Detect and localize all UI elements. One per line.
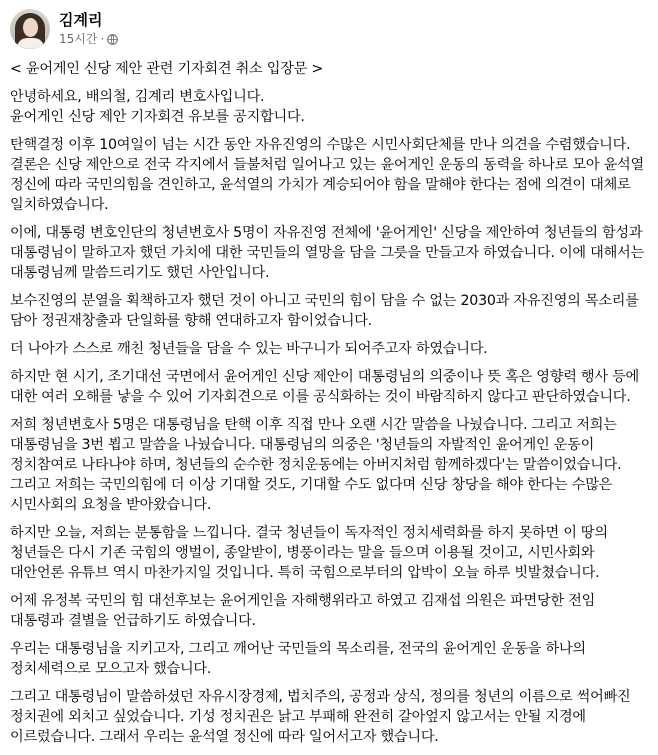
- post-paragraph: 우리는 대통령님을 지키고자, 그리고 깨어난 국민들의 목소리를, 전국의 윤어게인 운동을 하나의 정치세력으로 모으고자 했습니다.: [10, 641, 586, 677]
- post-title: < 윤어게인 신당 제안 관련 기자회견 취소 입장문 >: [10, 61, 324, 77]
- post-paragraph: 하지만 오늘, 저희는 분통함을 느낍니다. 결국 청년들이 독자적인 정치세력화를 하지 못하면 이 땅의 청년들은 다시 기존 국힘의 앵벌이, 종알받이, 병풍이라는 말을 들으며 이용될 것이고, 시민사회와 대안언론 유튜브 역시 마찬가지일 것입니다. 특히 국힘으로부터의 압박이 오늘 하루 빗발쳤습니다.: [10, 525, 608, 581]
- post-paragraph: 윤어게인 신당 제안 기자회견 유보를 공지합니다.: [10, 109, 305, 125]
- post-paragraph: 그리고 대통령님이 말씀하셨던 자유시장경제, 법치주의, 공정과 상식, 정의를 청년의 이름으로 썩어빠진 정치권에 외치고 싶었습니다. 기성 정치권은 낡고 부패해 완전히 갈아엎지 않고서는 안될 지경에 이르렀습니다. 그래서 우리는 윤석열 정신에 따라 일어서고자 했습니다.: [10, 689, 631, 745]
- post-subline: [59, 31, 118, 47]
- post-timestamp[interactable]: 15시간: [59, 32, 98, 46]
- post-header: [10, 7, 118, 51]
- post-meta: [59, 11, 118, 47]
- avatar[interactable]: [10, 9, 50, 49]
- post-paragraph: 이에, 대통령 변호인단의 청년변호사 5명이 자유진영 전체에 '윤어게인' 신당을 제안하여 청년들의 함성과 대통령님이 말하고자 했던 가치에 대한 국민들의 열망을 담을 그릇을 만들고자 하였습니다. 이에 대해서는 대통령님께 말씀드리기도 했던 사안입니다.: [10, 225, 644, 281]
- post-paragraph: 안녕하세요, 배의철, 김계리 변호사입니다.: [10, 89, 265, 105]
- globe-icon[interactable]: [107, 34, 118, 45]
- post-paragraph: 더 나아가 스스로 깨친 청년들을 담을 수 있는 바구니가 되어주고자 하였습니다.: [10, 341, 488, 357]
- post-paragraph: 보수진영의 분열을 획책하고자 했던 것이 아니고 국민의 힘이 담을 수 없는 2030과 자유진영의 목소리를 담아 정권재창출과 단일화를 향해 연대하고자 함이었습니다.: [10, 293, 639, 329]
- author-name[interactable]: 김계리: [59, 11, 103, 29]
- post-paragraph: 저희 청년변호사 5명은 대통령님을 탄핵 이후 직접 만나 오랜 시간 말씀을 나눴습니다. 그리고 저희는 대통령님을 3번 뵙고 말씀을 나눴습니다. 대통령님의 의중은 '청년들의 자발적인 윤어게인 운동이 정치참여로 나타나야 하며, 청년들의 순수한 정치운동에는 아버지처럼 함께하겠다'는 말씀이었습니다. 그리고 저희는 국민의힘에 더 이상 기대할 것도, 기대할 수도 없다며 신당 창당을 해야 한다는 수많은 시민사회의 요청을 받아왔습니다.: [10, 417, 622, 513]
- post-paragraph: 어제 유정복 국민의 힘 대선후보는 윤어게인을 자해행위라고 하였고 김재섭 의원은 파면당한 전임 대통령과 결별을 언급하기도 하였습니다.: [10, 593, 596, 629]
- post-paragraph: 탄핵결정 이후 10여일이 넘는 시간 동안 자유진영의 수많은 시민사회단체를 만나 의견을 수렴했습니다. 결론은 신당 제안으로 전국 각지에서 들불처럼 일어나고 있는 윤어게인 운동의 동력을 하나로 모아 윤석열 정신에 따라 국민의힘을 견인하고, 윤석열의 가치가 계승되어야 함을 말해야 한다는 점에 의견이 대체로 일치하였습니다.: [10, 137, 644, 213]
- post-body: [10, 59, 650, 755]
- post-paragraph: 하지만 현 시기, 조기대선 국면에서 윤어게인 신당 제안이 대통령님의 의중이나 뜻 혹은 영향력 행사 등에 대한 여러 오해를 낳을 수 있어 기자회견으로 이를 공식화하는 것이 바람직하지 않다고 판단하였습니다.: [10, 369, 640, 405]
- separator-dot: ·: [100, 32, 105, 46]
